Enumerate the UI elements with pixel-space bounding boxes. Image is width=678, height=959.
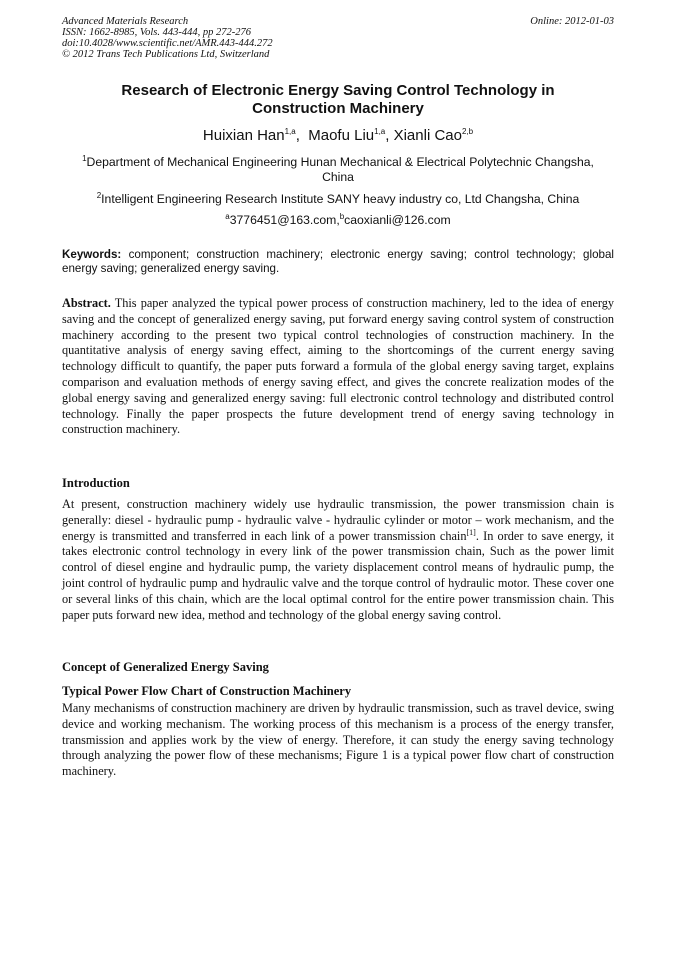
introduction-text-part-2: . In order to save energy, it takes electronic control technology in every link of the power transmission chain, Such as the power limit control of diesel engine and hydraulic pump, the variety displacement control means of hydraulic pump, the joint control of hydraulic pump and hydraulic valve and the torque control of hydraulic motor. These cover one or several links of this chain, which are the local optimal control for the entire power transmission chain. This paper puts forward new idea, method and technology of the global energy saving control. <box>62 528 615 622</box>
copyright-line: © 2012 Trans Tech Publications Ltd, Switzerland <box>62 49 270 60</box>
keywords-text: component; construction machinery; electronic energy saving; control technology; global energy saving; generalized energy saving. <box>62 248 614 275</box>
introduction-heading: Introduction <box>62 476 130 490</box>
title-line-2: Construction Machinery <box>252 100 424 117</box>
journal-meta <box>62 16 273 60</box>
affiliation-2-text: Intelligent Engineering Research Institute SANY heavy industry co, Ltd Changsha, China <box>101 192 580 206</box>
citation-1: [1] <box>466 527 476 537</box>
typical-power-flow-subheading: Typical Power Flow Chart of Construction Machinery <box>62 684 352 698</box>
author-1: Huixian Han <box>202 127 285 144</box>
paper-title <box>62 82 614 118</box>
author-emails <box>62 213 614 228</box>
introduction-text-part-1: At present, construction machinery widely use hydraulic transmission, the power transmission chain is generally: diesel - hydraulic pump - hydraulic valve - hydraulic cylinder or motor – work mechanism, and the energy is transmitted and transferred in each link of a power transmission chain <box>62 497 614 543</box>
abstract <box>62 296 614 438</box>
affiliation-2-sup: 2 <box>96 190 102 200</box>
abstract-label: Abstract. <box>62 296 111 310</box>
author-3-affil-sup: 2,b <box>461 127 474 136</box>
online-date: Online: 2012-01-03 <box>530 16 614 27</box>
author-3: Xianli Cao <box>393 127 462 144</box>
doi-line: doi:10.4028/www.scientific.net/AMR.443-444.272 <box>62 38 273 49</box>
affiliation-1 <box>62 155 614 185</box>
abstract-text: This paper analyzed the typical power process of construction machinery, led to the idea of energy saving and the concept of generalized energy saving, put forward energy saving control system of construction machinery according to the present two typical control technologies of construction machinery. In the quantitative analysis of energy saving effect, aiming to the shortcomings of the current energy saving technology difficult to quantify, the paper puts forward a formula of the global energy saving target, explains comparison and evaluation methods of energy saving effect, and gives the concrete realization modes of the global energy saving and generalized energy saving: full electronic control technology and distributed control technology. Finally the paper prospects the future development trend of energy saving technology in construction machinery. <box>62 296 614 437</box>
author-1-affil-sup: 1,a <box>284 127 296 136</box>
author-2: Maofu Liu <box>308 127 375 144</box>
concept-heading: Concept of Generalized Energy Saving <box>62 660 269 674</box>
keywords-label: Keywords: <box>62 248 122 261</box>
affiliation-1-sup: 1 <box>82 153 87 163</box>
keywords <box>62 248 614 276</box>
email-a-sup: a <box>225 211 230 221</box>
author-2-affil-sup: 1,a <box>374 127 386 136</box>
journal-name: Advanced Materials Research <box>62 16 189 27</box>
email-b-sup: b <box>339 211 345 221</box>
email-a: 3776451@163.com, <box>229 213 340 227</box>
title-line-1: Research of Electronic Energy Saving Control Technology in <box>121 82 555 99</box>
email-b: caoxianli@126.com <box>344 213 451 227</box>
typical-power-flow-text: Many mechanisms of construction machinery are driven by hydraulic transmission, such as travel device, swing device and working mechanism. The working process of this mechanism is a process of the energy transfer, transmission and applies work by the view of energy. Therefore, it can study the energy saving technology through analyzing the power flow of these mechanisms; Figure 1 is a typical power flow chart of construction machinery. <box>62 701 614 779</box>
affiliation-1-line-2: China <box>322 170 354 184</box>
author-list: Huixian Han$^{1,a}$, Maofu Liu$^{1,a}$, Xianli Cao$^{2,b}$ <box>202 127 474 144</box>
introduction-text <box>62 497 614 623</box>
affiliation-1-line-1: Department of Mechanical Engineering Hunan Mechanical & Electrical Polytechnic Changsha, <box>86 155 594 169</box>
affiliation-2 <box>62 192 614 207</box>
issn-line: ISSN: 1662-8985, Vols. 443-444, pp 272-276 <box>62 27 251 38</box>
